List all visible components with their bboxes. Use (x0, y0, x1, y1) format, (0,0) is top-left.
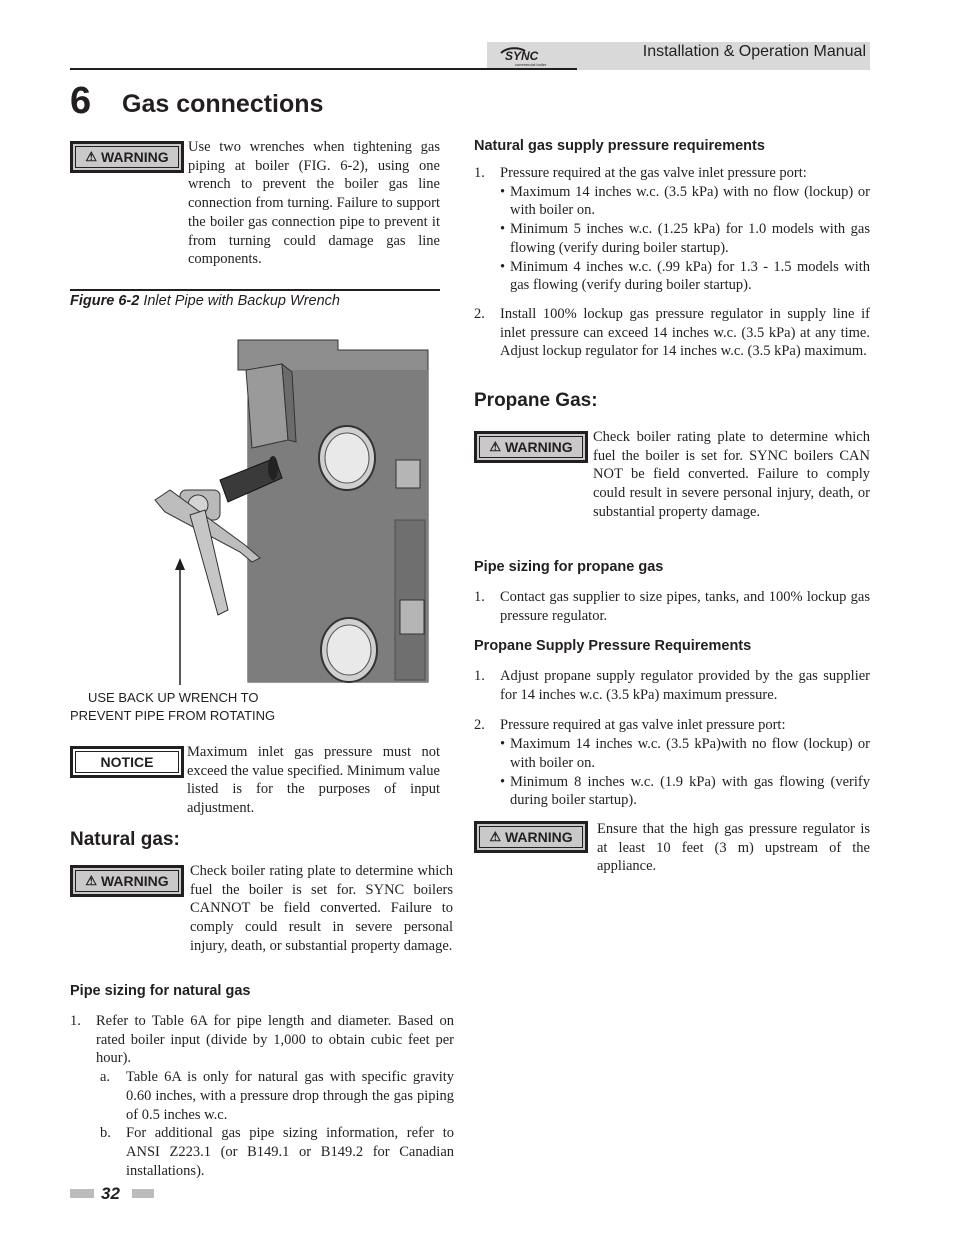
sync-logo (497, 44, 557, 68)
list-bullet: • Minimum 8 inches w.c. (1.9 kPa) with gas flowing (verify during boiler startup). (500, 773, 870, 809)
list-item (474, 716, 870, 810)
warning-badge (474, 821, 588, 853)
list-number: 2. (474, 305, 485, 322)
propane-pressure-list (474, 667, 870, 810)
warning-label: WARNING (100, 873, 169, 889)
logo-text: SYNC (505, 49, 539, 63)
list-item (474, 164, 870, 295)
footer-bar-right (132, 1189, 154, 1198)
propane-pipe-list (474, 588, 870, 625)
list-text: Adjust propane supply regulator provided by the gas supplier for 14 inches w.c. (3.5 kPa) maximum pressure. (500, 668, 870, 703)
list-text: Minimum 8 inches w.c. (1.9 kPa) with gas flowing (verify during boiler startup). (510, 773, 870, 809)
propane-heading: Propane Gas: (474, 390, 598, 411)
list-subitem (70, 1068, 454, 1124)
list-item (474, 667, 870, 704)
ng-pressure-list (474, 164, 870, 361)
list-text: Minimum 4 inches w.c. (.99 kPa) for 1.3 - 1.5 models with gas flowing (verify during boiler startup). (510, 258, 870, 294)
list-text: Maximum 14 inches w.c. (3.5 kPa) with no flow (lockup) or with boiler on. (510, 183, 870, 219)
figure-callout-line2: PREVENT PIPE FROM ROTATING (70, 708, 276, 723)
warning-text: Use two wrenches when tightening gas piping at boiler (FIG. 6-2), using one wrench to prevent the boiler gas line connection from turning. Failure to support the boiler gas connection pipe to prevent it from turning could damage gas line components. (188, 139, 440, 268)
list-letter: b. (100, 1125, 111, 1142)
list-number: 1. (474, 589, 485, 605)
list-bullet: • Maximum 14 inches w.c. (3.5 kPa)with no flow (lockup) or with boiler on. (500, 736, 870, 771)
list-text: Pressure required at gas valve inlet pressure port: (500, 717, 786, 734)
list-text: For additional gas pipe sizing information, refer to ANSI Z223.1 (or B149.1 or B149.2 for Canadian installations). (126, 1125, 454, 1179)
warning-label: WARNING (504, 439, 573, 455)
section-title: Gas connections (122, 90, 324, 118)
list-item (474, 305, 870, 361)
list-text: Install 100% lockup gas pressure regulator in supply line if inlet pressure can exceed 14 inches w.c. (3.5 kPa) at any time. Adjust lockup regulator for 14 inches w.c. (3.5 kPa) maximum. (500, 305, 870, 360)
notice-text: Maximum inlet gas pressure must not exceed the value specified. Minimum value listed is for the purposes of input adjustment. (187, 744, 440, 817)
list-number: 1. (70, 1013, 81, 1029)
notice-label: NOTICE (100, 754, 154, 770)
notice-badge (70, 746, 184, 778)
natural-gas-list (70, 1012, 454, 1180)
warning-label: WARNING (504, 829, 573, 845)
final-warning-text: Ensure that the high gas pressure regulator is at least 10 feet (3 m) upstream of the appliance. (597, 821, 870, 875)
list-bullet: • Maximum 14 inches w.c. (3.5 kPa) with no flow (lockup) or with boiler on. (500, 183, 870, 219)
section-number: 6 (70, 80, 92, 122)
list-text: Minimum 5 inches w.c. (1.25 kPa) for 1.0 models with gas flowing (verify during boiler startup). (510, 221, 870, 256)
propane-warning-text: Check boiler rating plate to determine which fuel the boiler is set for. SYNC boilers CAN NOT be field converted. Failure to comply could result in severe personal injury, death, or substantial property damage. (593, 429, 870, 520)
list-subitem (70, 1124, 454, 1180)
ng-pressure-heading: Natural gas supply pressure requirements (474, 138, 765, 154)
propane-pressure-heading: Propane Supply Pressure Requirements (474, 638, 752, 654)
list-bullet: • Minimum 5 inches w.c. (1.25 kPa) for 1.0 models with gas flowing (verify during boiler startup). (500, 221, 870, 256)
list-item (70, 1012, 454, 1068)
figure-number: Figure 6-2 (70, 293, 140, 309)
pipe-sizing-natural-heading: Pipe sizing for natural gas (70, 983, 251, 999)
page-number: 32 (101, 1184, 120, 1203)
list-text: Pressure required at the gas valve inlet pressure port: (500, 165, 807, 181)
manual-title: Installation & Operation Manual (642, 43, 866, 60)
list-number: 2. (474, 717, 485, 734)
warning-badge (70, 865, 184, 897)
figure-callout (70, 689, 275, 725)
list-text: Refer to Table 6A for pipe length and diameter. Based on rated boiler input (divide by 1,000 to obtain cubic feet per hour). (96, 1013, 454, 1067)
figure-rule (70, 289, 440, 291)
list-number: 1. (474, 165, 485, 181)
natural-gas-heading: Natural gas: (70, 829, 180, 850)
list-letter: a. (100, 1069, 111, 1086)
warning-triangle-icon: ⚠ (489, 829, 501, 844)
natural-gas-warning-text: Check boiler rating plate to determine which fuel the boiler is set for. SYNC boilers CANNOT be field converted. Failure to comply could result in severe personal injury, death, or substantial property damage. (190, 863, 453, 954)
figure-title: Inlet Pipe with Backup Wrench (139, 293, 340, 309)
list-text: Maximum 14 inches w.c. (3.5 kPa)with no flow (lockup) or with boiler on. (510, 736, 870, 771)
warning-badge (70, 141, 184, 173)
list-bullet: • Minimum 4 inches w.c. (.99 kPa) for 1.3 - 1.5 models with gas flowing (verify during boiler startup). (500, 258, 870, 294)
warning-triangle-icon: ⚠ (489, 439, 501, 454)
list-item (474, 588, 870, 625)
propane-pipe-heading: Pipe sizing for propane gas (474, 559, 664, 575)
footer-bar-left (70, 1189, 94, 1198)
list-number: 1. (474, 668, 485, 684)
warning-label: WARNING (100, 149, 169, 165)
logo-subtext: commercial boiler (515, 62, 547, 67)
list-text: Table 6A is only for natural gas with specific gravity 0.60 inches, with a pressure drop through the gas piping of 0.5 inches w.c. (126, 1069, 454, 1123)
warning-triangle-icon: ⚠ (85, 149, 97, 164)
figure-caption (70, 293, 340, 309)
header-rule (70, 68, 577, 70)
warning-triangle-icon: ⚠ (85, 873, 97, 888)
warning-badge (474, 431, 588, 463)
figure-inlet-pipe-illustration (70, 330, 440, 690)
figure-callout-line1: USE BACK UP WRENCH TO (88, 690, 259, 705)
list-text: Contact gas supplier to size pipes, tanks, and 100% lockup gas pressure regulator. (500, 589, 870, 624)
